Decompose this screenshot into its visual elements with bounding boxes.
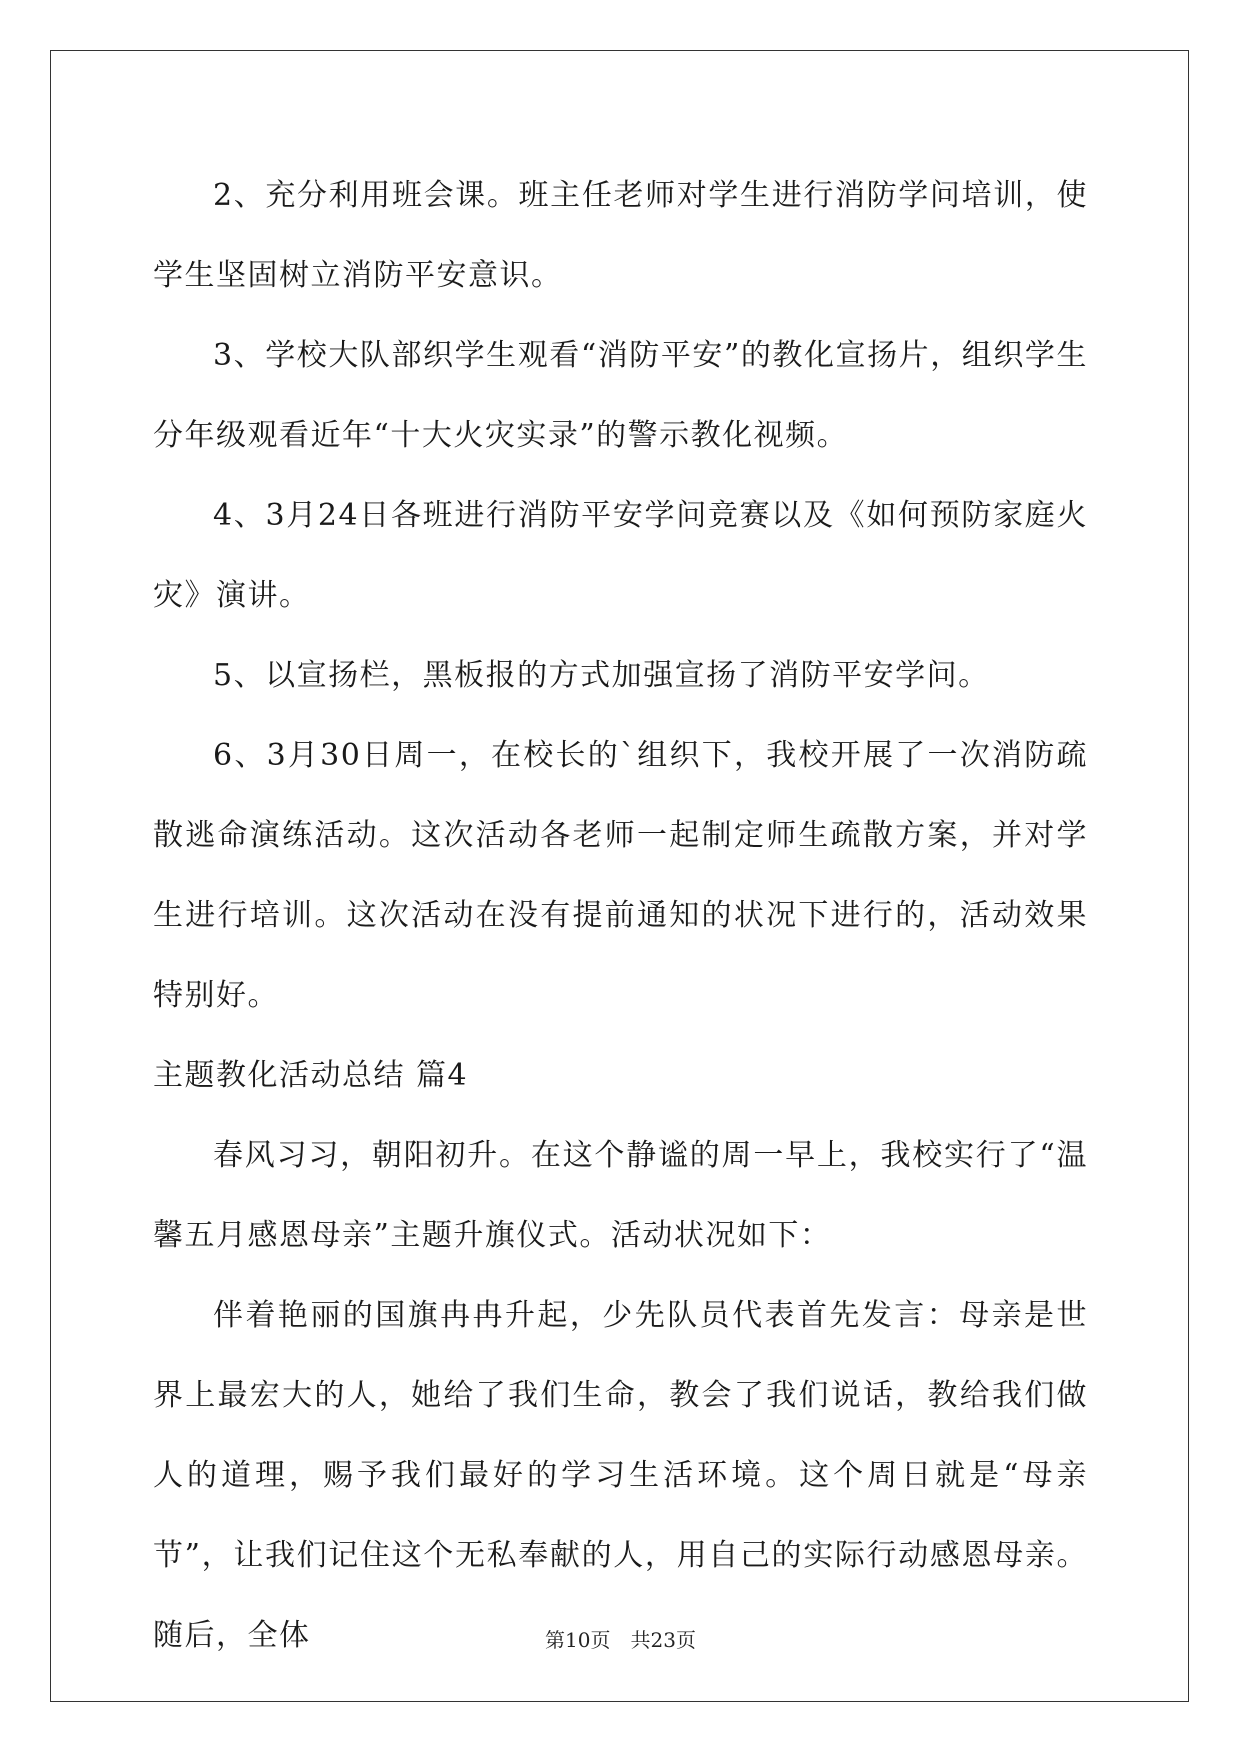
paragraph-item-6: 6、3月30日周一，在校长的`组织下，我校开展了一次消防疏散逃命演练活动。这次活动各老师一起制定师生疏散方案，并对学生进行培训。这次活动在没有提前通知的状况下进行的，活动效果特别好。 — [153, 738, 1088, 1013]
paragraph-item-2: 2、充分利用班会课。班主任老师对学生进行消防学问培训，使学生坚固树立消防平安意识。 — [153, 178, 1088, 293]
page-footer — [0, 1624, 1241, 1653]
page-number: 第10页 — [545, 1628, 611, 1652]
paragraph-item-4: 4、3月24日各班进行消防平安学问竞赛以及《如何预防家庭火灾》演讲。 — [153, 498, 1088, 613]
page-total: 共23页 — [630, 1628, 696, 1652]
document-body — [153, 156, 1088, 1676]
paragraph-item-5: 5、以宣扬栏，黑板报的方式加强宣扬了消防平安学问。 — [213, 658, 990, 693]
paragraph-speech: 伴着艳丽的国旗冉冉升起，少先队员代表首先发言：母亲是世界上最宏大的人，她给了我们生命，教会了我们说话，教给我们做人的道理，赐予我们最好的学习生活环境。这个周日就是“母亲节”，让我们记住这个无私奉献的人，用自己的实际行动感恩母亲。随后，全体 — [153, 1298, 1088, 1653]
paragraph-intro: 春风习习，朝阳初升。在这个静谧的周一早上，我校实行了“温馨五月感恩母亲”主题升旗仪式。活动状况如下： — [153, 1138, 1088, 1253]
paragraph-item-3: 3、学校大队部织学生观看“消防平安”的教化宣扬片，组织学生分年级观看近年“十大火灾实录”的警示教化视频。 — [153, 338, 1088, 453]
section-heading: 主题教化活动总结 篇4 — [153, 1058, 469, 1093]
